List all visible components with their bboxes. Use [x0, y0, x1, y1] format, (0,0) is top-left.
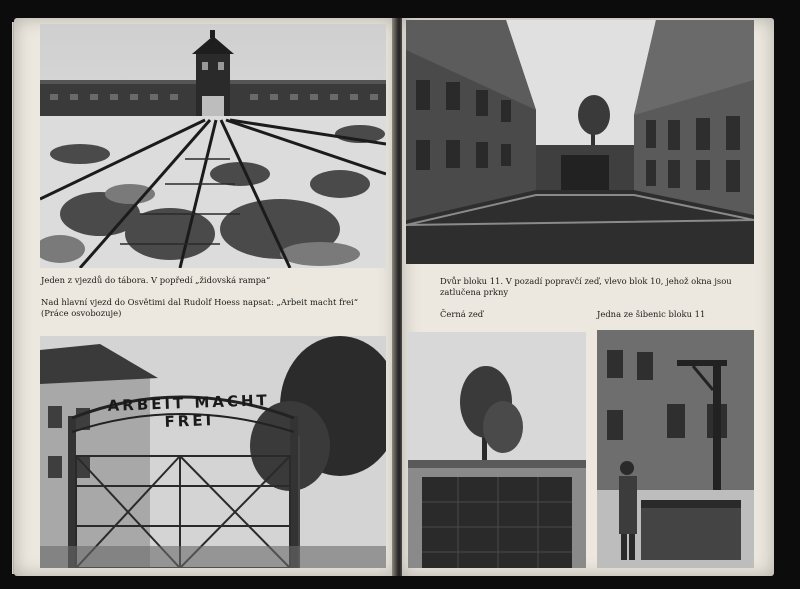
- caption-block11-courtyard: Dvůr bloku 11. V pozadí popravčí zeď, vlevo blok 10, jehož okna jsou zatlučena prkny: [440, 276, 732, 297]
- photo-gate-sign: [40, 336, 386, 568]
- caption-railway-ramp: Jeden z vjezdů do tábora. V popředí „židovská rampa“: [41, 275, 271, 285]
- caption-gallows: Jedna ze šibenic bloku 11: [597, 309, 706, 319]
- caption-arbeit-macht-frei: Nad hlavní vjezd do Osvětimi dal Rudolf Hoess napsat: „Arbeit macht frei“ (Práce osvobozuje): [41, 297, 359, 318]
- photo-railway-gate: [40, 24, 386, 268]
- photo-black-wall: [408, 332, 586, 568]
- courtyard-image: [406, 20, 754, 264]
- caption-black-wall: Černá zeď: [440, 309, 484, 319]
- photo-gallows: [597, 330, 754, 568]
- photo-block11-courtyard: [406, 20, 754, 264]
- railway-gate-image: [40, 24, 386, 268]
- gate-sign-image: [40, 336, 386, 568]
- black-wall-image: [408, 332, 586, 568]
- gallows-image: [597, 330, 754, 568]
- gate-sign-text: ARBEIT MACHT FREI: [107, 391, 271, 431]
